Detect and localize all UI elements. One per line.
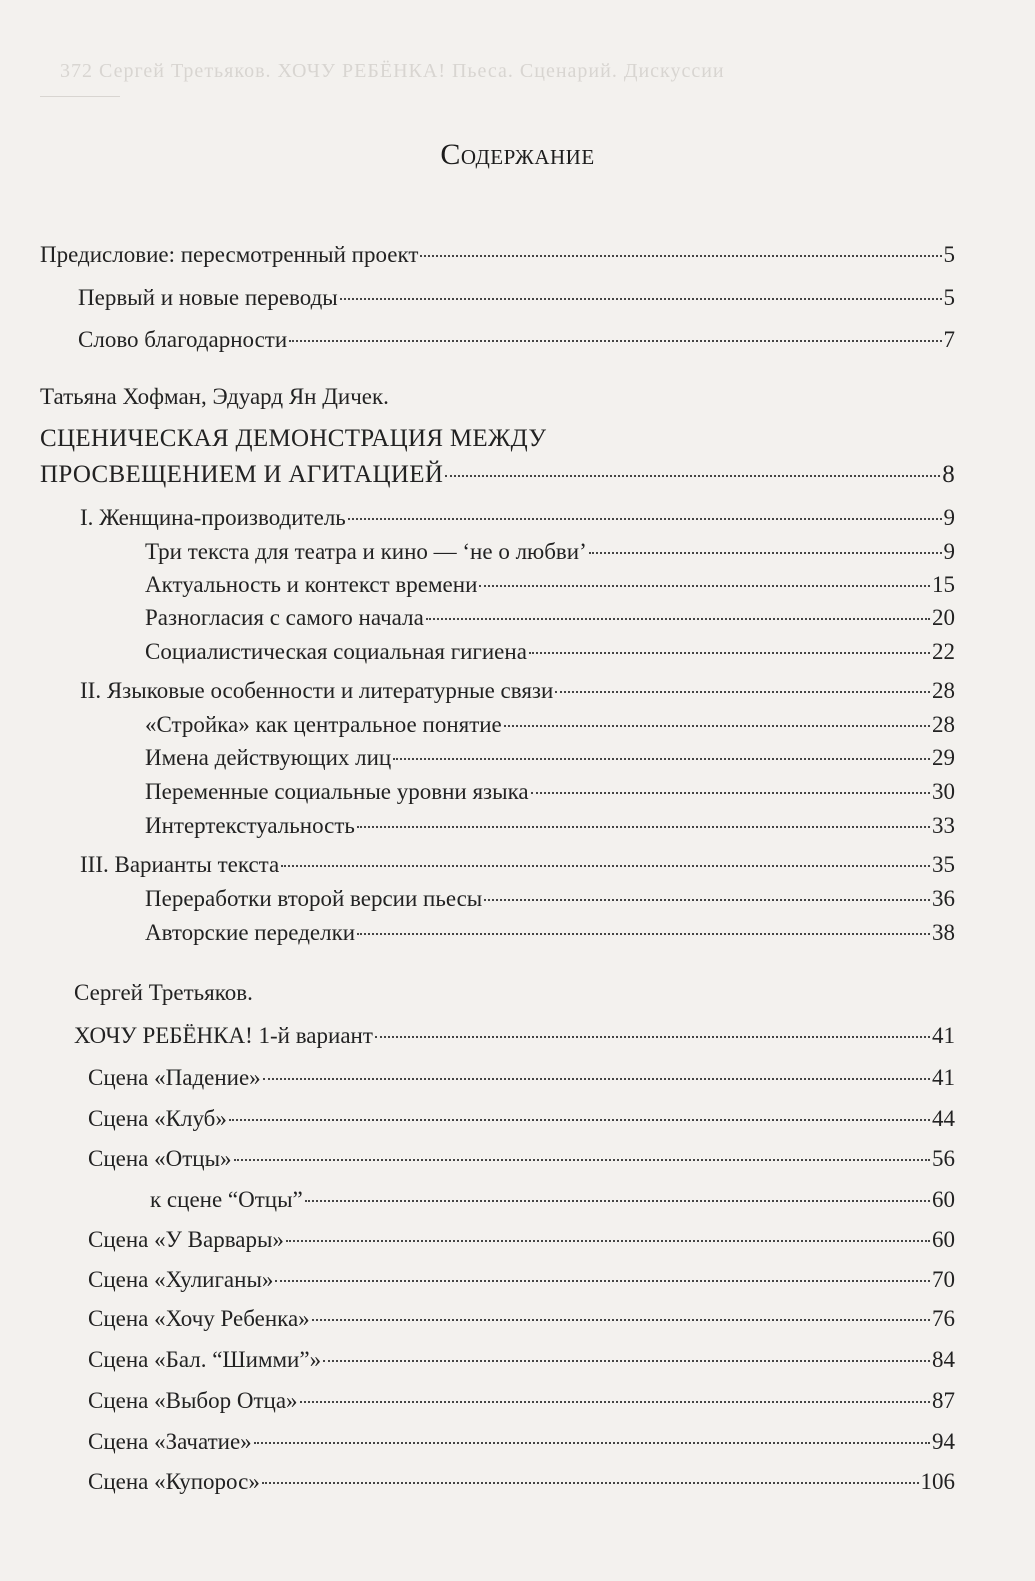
toc-entry-part1-d[interactable] xyxy=(145,637,955,667)
show-through-running-head: 372 Сергей Третьяков. ХОЧУ РЕБЁНКА! Пьеса. Сценарий. Дискуссии xyxy=(60,60,725,82)
leader-dots xyxy=(555,691,930,693)
toc-page-number: 15 xyxy=(932,572,955,597)
leader-dots xyxy=(229,1119,930,1121)
leader-dots xyxy=(312,1319,930,1321)
toc-entry-scene[interactable] xyxy=(88,1467,955,1497)
toc-page-number: 28 xyxy=(932,712,955,737)
toc-label: Имена действующих лиц xyxy=(145,745,392,770)
leader-dots xyxy=(281,865,930,867)
toc-page-number: 60 xyxy=(932,1187,955,1212)
toc-label: Сцена «Бал. “Шимми”» xyxy=(88,1347,322,1372)
toc-entry-scene[interactable] xyxy=(88,1304,955,1334)
toc-entry-scene[interactable] xyxy=(88,1225,955,1255)
toc-entry-scene[interactable] xyxy=(88,1063,955,1093)
toc-label: ХОЧУ РЕБЁНКА! 1-й вариант xyxy=(74,1023,373,1048)
toc-entry-part3[interactable] xyxy=(80,850,955,880)
toc-label: Сцена «Хочу Ребенка» xyxy=(88,1306,310,1331)
toc-page-number: 30 xyxy=(932,779,955,804)
toc-page-number: 35 xyxy=(932,852,955,877)
show-through-rule xyxy=(40,96,120,97)
leader-dots xyxy=(289,340,941,342)
toc-entry-scene[interactable] xyxy=(88,1265,955,1295)
toc-label: к сцене “Отцы” xyxy=(150,1187,303,1212)
toc-entry-part2[interactable] xyxy=(80,676,955,706)
leader-dots xyxy=(484,899,930,901)
toc-page-number: 76 xyxy=(932,1306,955,1331)
toc-page-number: 9 xyxy=(943,539,955,564)
toc-page-number: 106 xyxy=(920,1469,955,1494)
toc-page-number: 33 xyxy=(932,813,955,838)
toc-label: Сцена «Падение» xyxy=(88,1065,261,1090)
toc-page-number: 87 xyxy=(932,1388,955,1413)
toc-entry-scene[interactable] xyxy=(88,1427,955,1457)
toc-page-number: 44 xyxy=(932,1106,955,1131)
leader-dots xyxy=(479,585,930,587)
leader-dots xyxy=(357,933,930,935)
toc-page-number: 8 xyxy=(942,461,955,488)
toc-label: Разногласия с самого начала xyxy=(145,605,424,630)
leader-dots xyxy=(348,518,942,520)
toc-page-number: 84 xyxy=(932,1347,955,1372)
leader-dots xyxy=(420,255,941,257)
leader-dots xyxy=(323,1360,930,1362)
toc-label: Сцена «Выбор Отца» xyxy=(88,1388,298,1413)
toc-entry-play[interactable] xyxy=(74,1021,955,1051)
toc-page-number: 29 xyxy=(932,745,955,770)
essay-title-line1: СЦЕНИЧЕСКАЯ ДЕМОНСТРАЦИЯ МЕЖДУ xyxy=(40,425,547,452)
toc-entry-part1[interactable] xyxy=(80,503,955,533)
toc-label: Первый и новые переводы xyxy=(78,285,338,310)
toc-entry-scene[interactable] xyxy=(88,1104,955,1134)
toc-page-number: 20 xyxy=(932,605,955,630)
toc-label: Слово благодарности xyxy=(78,327,288,352)
toc-entry-part3-a[interactable] xyxy=(145,884,955,914)
toc-label: Сцена «У Варвары» xyxy=(88,1227,284,1252)
toc-entry-scene[interactable] xyxy=(88,1345,955,1375)
leader-dots xyxy=(426,618,930,620)
toc-entry-essay[interactable] xyxy=(40,460,955,490)
toc-label: Предисловие: пересмотренный проект xyxy=(40,242,419,267)
essay-authors: Татьяна Хофман, Эдуард Ян Дичек. xyxy=(40,384,389,409)
toc-label: Переменные социальные уровни языка xyxy=(145,779,529,804)
toc-page-number: 7 xyxy=(943,327,955,352)
toc-entry-part2-c[interactable] xyxy=(145,777,955,807)
toc-label: Сцена «Клуб» xyxy=(88,1106,227,1131)
toc-label: Авторские переделки xyxy=(145,920,356,945)
leader-dots xyxy=(262,1482,919,1484)
toc-label: III. Варианты текста xyxy=(80,852,280,877)
toc-label: Актуальность и контекст времени xyxy=(145,572,478,597)
toc-label: Сцена «Зачатие» xyxy=(88,1429,252,1454)
leader-dots xyxy=(254,1442,930,1444)
leader-dots xyxy=(531,792,930,794)
toc-entry-scene[interactable] xyxy=(150,1185,955,1215)
leader-dots xyxy=(529,652,930,654)
toc-page-number: 5 xyxy=(943,285,955,310)
leader-dots xyxy=(305,1200,930,1202)
toc-entry-thanks[interactable] xyxy=(78,325,955,355)
toc-entry-part1-b[interactable] xyxy=(145,570,955,600)
toc-entry-first-translations[interactable] xyxy=(78,283,955,313)
toc-entry-part3-b[interactable] xyxy=(145,918,955,948)
leader-dots xyxy=(589,552,942,554)
toc-page-number: 94 xyxy=(932,1429,955,1454)
toc-page-number: 41 xyxy=(932,1065,955,1090)
toc-label: Сцена «Хулиганы» xyxy=(88,1267,274,1292)
leader-dots xyxy=(357,826,930,828)
toc-entry-preface[interactable] xyxy=(40,240,955,270)
toc-label: Переработки второй версии пьесы xyxy=(145,886,483,911)
leader-dots xyxy=(275,1280,930,1282)
toc-label: «Стройка» как центральное понятие xyxy=(145,712,502,737)
toc-label: Сцена «Отцы» xyxy=(88,1146,232,1171)
toc-page-number: 28 xyxy=(932,678,955,703)
toc-label: ПРОСВЕЩЕНИЕМ И АГИТАЦИЕЙ xyxy=(40,461,444,488)
toc-entry-part1-c[interactable] xyxy=(145,603,955,633)
toc-page-number: 70 xyxy=(932,1267,955,1292)
toc-page-number: 22 xyxy=(932,639,955,664)
play-author: Сергей Третьяков. xyxy=(74,980,253,1005)
toc-page-number: 36 xyxy=(932,886,955,911)
toc-page-number: 56 xyxy=(932,1146,955,1171)
toc-label: Сцена «Купорос» xyxy=(88,1469,260,1494)
leader-dots xyxy=(286,1240,930,1242)
leader-dots xyxy=(445,475,940,477)
leader-dots xyxy=(504,725,930,727)
toc-page-number: 60 xyxy=(932,1227,955,1252)
leader-dots xyxy=(340,298,942,300)
toc-entry-part2-b[interactable] xyxy=(145,743,955,773)
toc-label: I. Женщина-производитель xyxy=(80,505,346,530)
toc-page-number: 38 xyxy=(932,920,955,945)
toc-entry-part2-a[interactable] xyxy=(145,710,955,740)
leader-dots xyxy=(393,758,930,760)
page-title: Содержание xyxy=(440,138,595,171)
leader-dots xyxy=(375,1036,930,1038)
toc-entry-scene[interactable] xyxy=(88,1386,955,1416)
toc-page-number: 5 xyxy=(943,242,955,267)
toc-label: Социалистическая социальная гигиена xyxy=(145,639,527,664)
toc-label: Интертекстуальность xyxy=(145,813,355,838)
toc-label: II. Языковые особенности и литературные связи xyxy=(80,678,554,703)
toc-page-number: 41 xyxy=(932,1023,955,1048)
toc-label: Три текста для театра и кино — ‘не о любви’ xyxy=(145,539,587,564)
toc-entry-part2-d[interactable] xyxy=(145,811,955,841)
toc-entry-scene[interactable] xyxy=(88,1144,955,1174)
leader-dots xyxy=(300,1401,930,1403)
leader-dots xyxy=(263,1078,930,1080)
toc-page-number: 9 xyxy=(943,505,955,530)
toc-entry-part1-a[interactable] xyxy=(145,537,955,567)
leader-dots xyxy=(234,1159,930,1161)
